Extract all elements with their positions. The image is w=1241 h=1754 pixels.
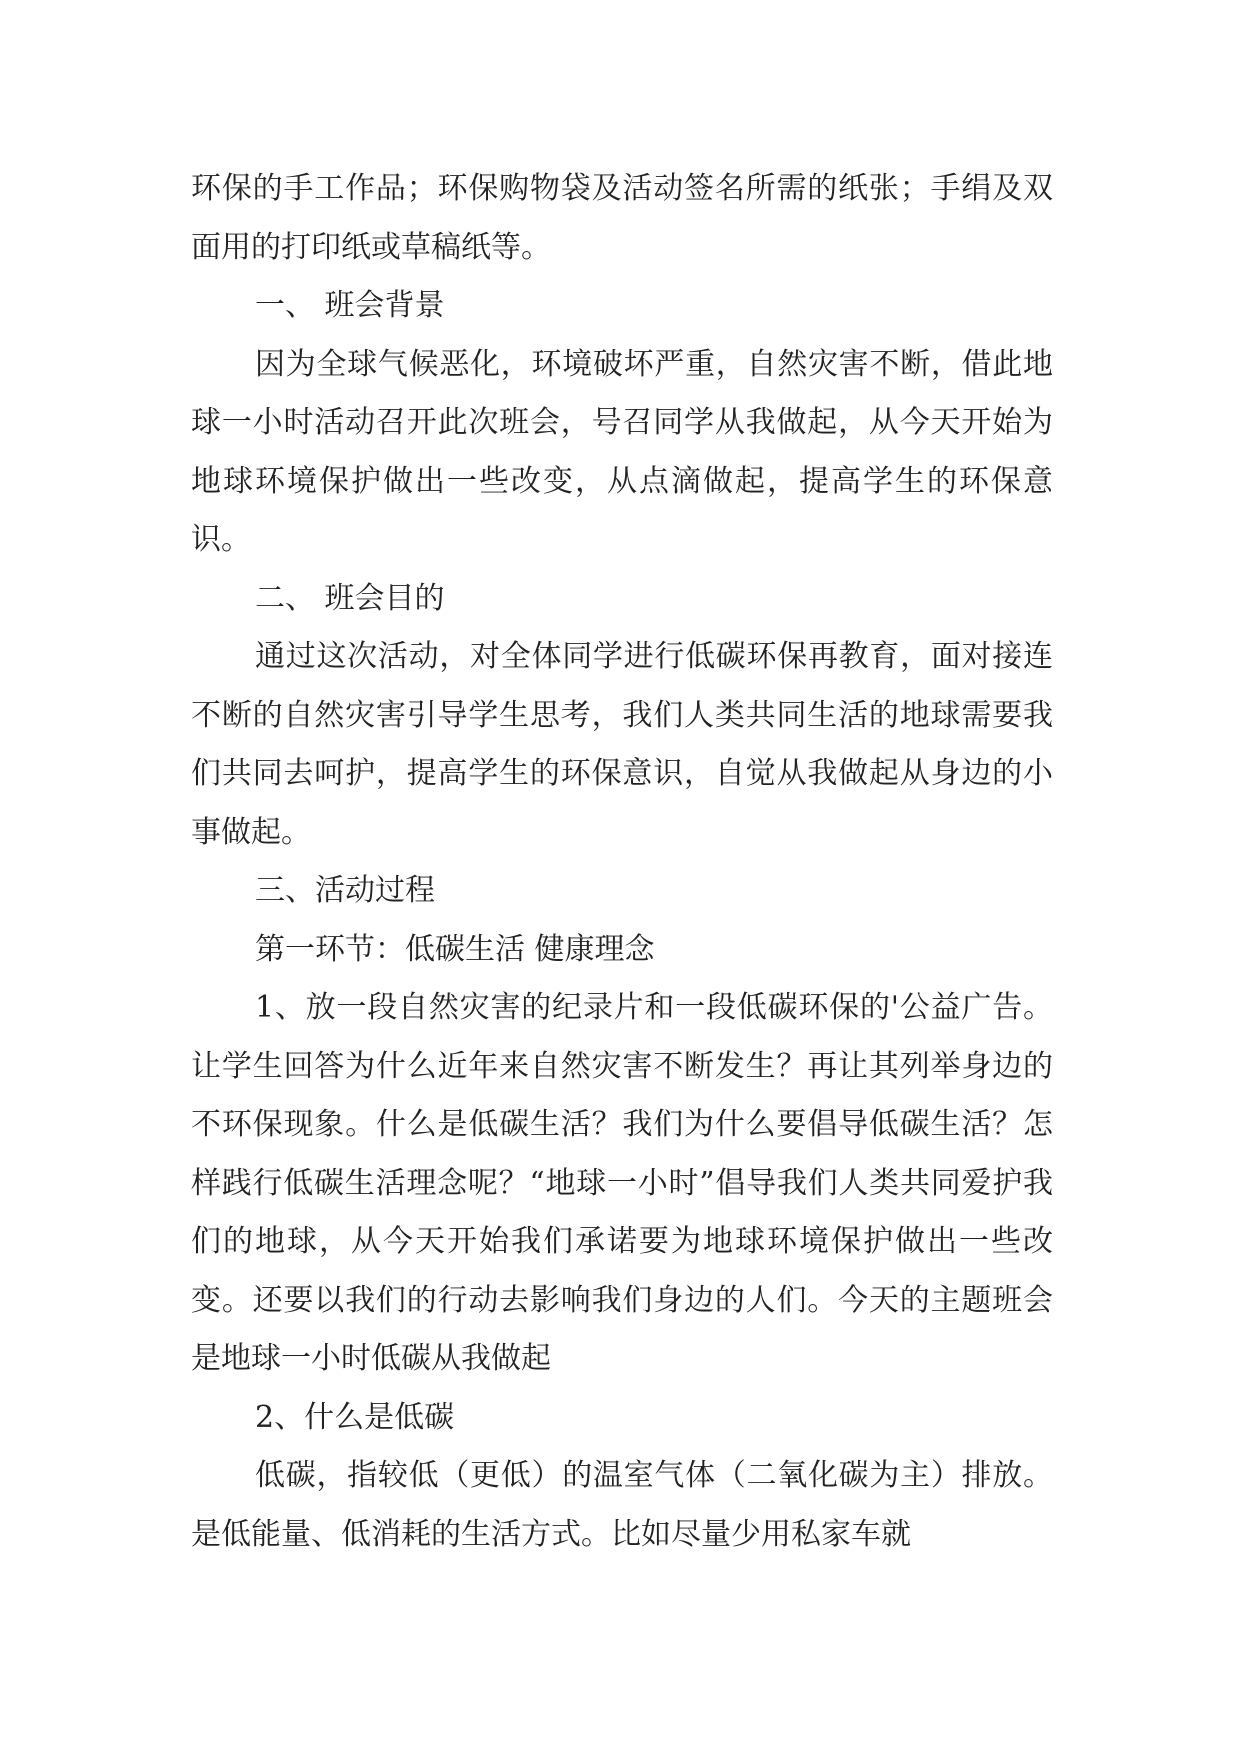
- paragraph-purpose: 通过这次活动，对全体同学进行低碳环保再教育，面对接连不断的自然灾害引导学生思考，我们人类共同生活的地球需要我们共同去呵护，提高学生的环保意识，自觉从我做起从身边的小事做起。: [191, 639, 1053, 850]
- heading-background: 一、 班会背景: [255, 288, 445, 323]
- paragraph-item-one: 1、放一段自然灾害的纪录片和一段低碳环保的'公益广告。让学生回答为什么近年来自然灾害不断发生？再让其列举身边的不环保现象。什么是低碳生活？我们为什么要倡导低碳生活？怎样践行低碳生活理念呢？“地球一小时”倡导我们人类共同爱护我们的地球，从今天开始我们承诺要为地球环境保护做出一些改变。还要以我们的行动去影响我们身边的人们。今天的主题班会是地球一小时低碳从我做起: [191, 990, 1053, 1376]
- heading-item-two: 2、什么是低碳: [255, 1399, 455, 1435]
- paragraph-materials: 环保的手工作品；环保购物袋及活动签名所需的纸张；手绢及双面用的打印纸或草稿纸等。: [191, 171, 1053, 265]
- heading-section-one: 第一环节：低碳生活 健康理念: [255, 931, 655, 967]
- heading-purpose: 二、 班会目的: [255, 580, 445, 616]
- paragraph-background: 因为全球气候恶化，环境破坏严重，自然灾害不断，借此地球一小时活动召开此次班会，号召同学从我做起，从今天开始为地球环境保护做出一些改变，从点滴做起，提高学生的环保意识。: [191, 346, 1053, 557]
- document-body: [191, 160, 1053, 1564]
- paragraph-item-two: 低碳，指较低（更低）的温室气体（二氧化碳为主）排放。是低能量、低消耗的生活方式。比如尽量少用私家车就: [191, 1458, 1053, 1552]
- heading-process: 三、活动过程: [255, 873, 435, 908]
